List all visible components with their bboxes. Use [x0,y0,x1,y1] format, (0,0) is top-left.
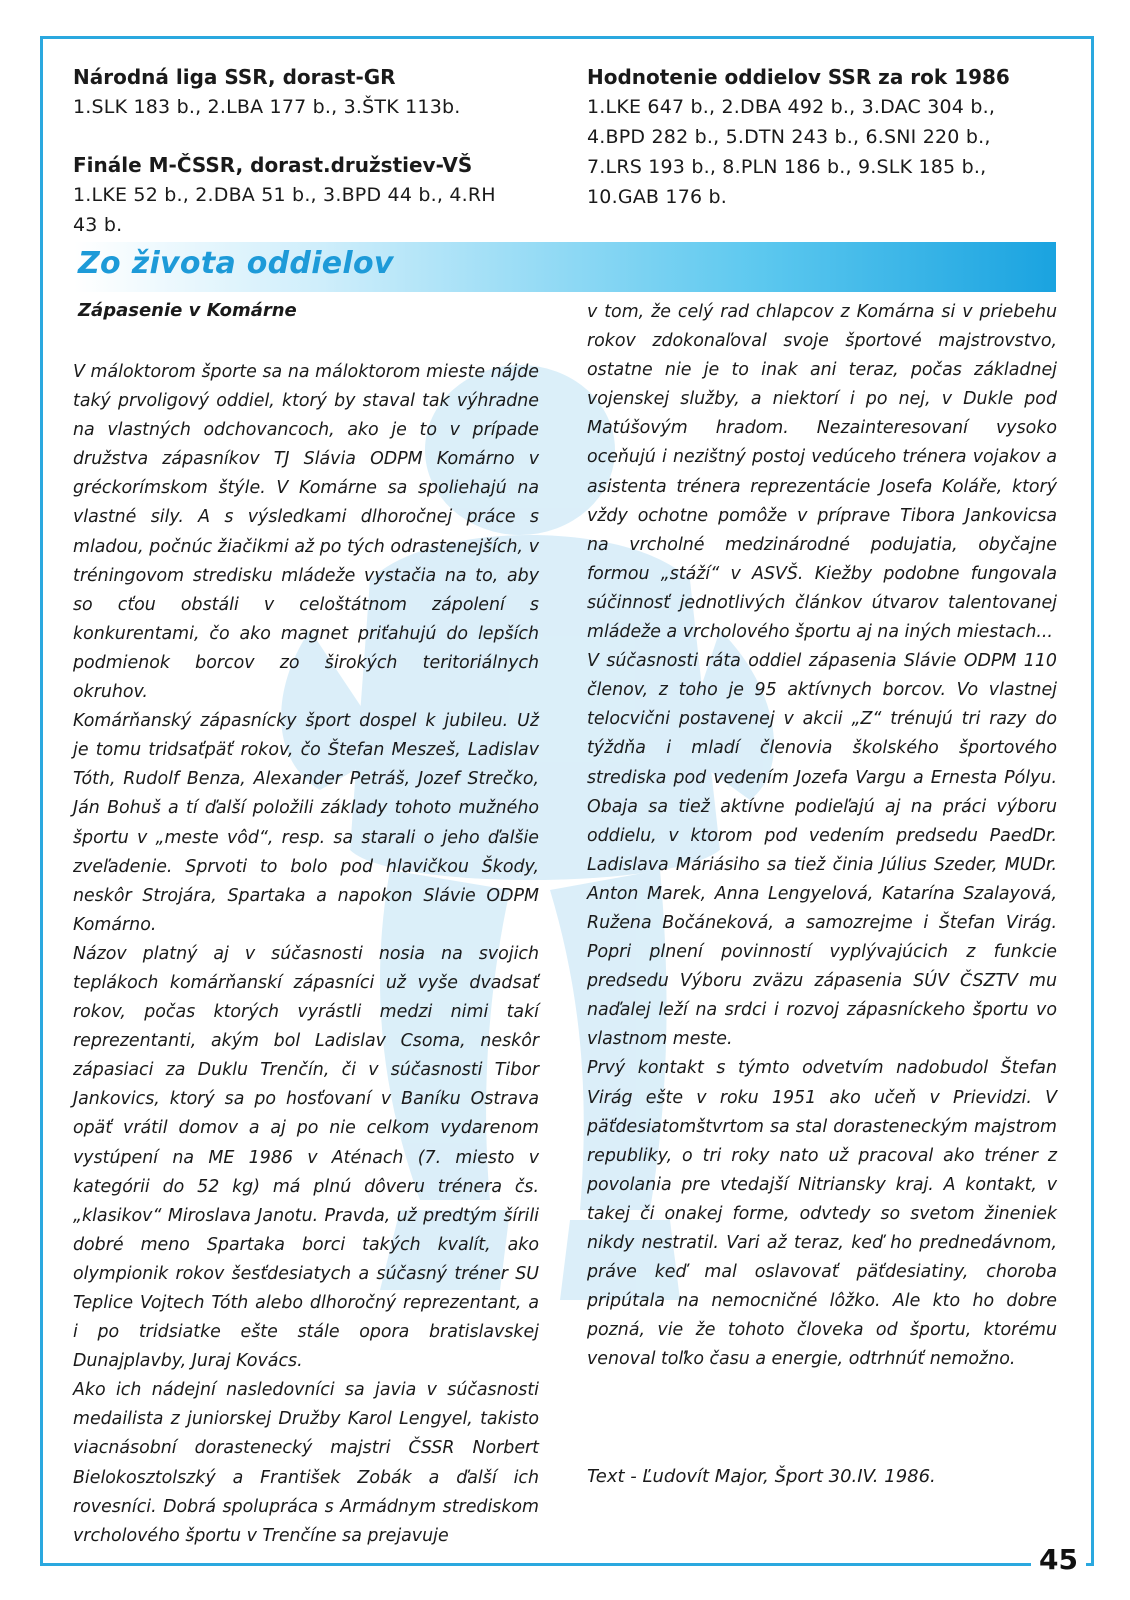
result-title: Národná liga SSR, dorast-GR [73,65,396,89]
article-column-left [73,358,539,1551]
paragraph: Prvý kontakt s týmto odvetvím nadobudol Štefan Virág ešte v roku 1951 ako učeň v Prievidzi. V päťdesiatomštvrtom sa stal dorasteneckým majstrom republiky, o tri roky nato už pracoval ako tréner z povolania pre vtedajší Nitriansky kraj. A kontakt, v takej či onakej forme, odvtedy so svetom žineniek nikdy nestratil. Vari až teraz, keď ho prednedávnom, práve keď mal oslavovať päťdesiatiny, choroba pripútala na nemocničné lôžko. Ale kto ho dobre pozná, vie že tohoto človeka od športu, ktorému venoval toľko času a energie, odtrhnúť nemožno. [587,1058,1057,1370]
article-subtitle: Zápasenie v Komárne [78,300,297,321]
paragraph: V máloktorom športe sa na máloktorom mieste nájde taký prvoligový oddiel, ktorý by staval tak výhradne na vlastných odchovancoch, ako je to v prípade družstva zápasníkov TJ Slávia ODPM Komárno v gréckorímskom štýle. V Komárne sa spoliehajú na vlastné sily. A s výsledkami dlhoročnej práce s mladou, počnúc žiačikmi až po tých odrastenejších, v tréningovom stredisku mládeže vystačia na to, aby so cťou obstáli v celoštátnom zápolení s konkurentami, čo ako magnet priťahujú do lepších podmienok borcov zo širokých teritoriálnych okruhov. [73,362,539,703]
result-title: Hodnotenie oddielov SSR za rok 1986 [587,65,1010,89]
paragraph: Názov platný aj v súčasnosti nosia na svojich teplákoch komárňanskí zápasníci už vyše dvadsať rokov, počas ktorých vyrástli medzi nimi takí reprezentanti, akým bol Ladislav Csoma, neskôr zápasiaci za Duklu Trenčín, či v súčasnosti Tibor Jankovics, ktorý sa po hosťovaní v Baníku Ostrava opäť vrátil domov a aj po nie celkom vydarenom vystúpení na ME 1986 v Aténach (7. miesto v kategórii do 52 kg) má plnú dôveru trénera čs. „klasikov“ Miroslava Janotu. Pravda, už predtým šírili dobré meno Spartaka borci takých kvalít, ako olympionik rokov šesťdesiatych a súčasný tréner SU Teplice Vojtech Tóth alebo dlhoročný reprezentant, a i po tridsiatke ešte stále opora bratislavskej Dunajplavby, Juraj Kovács. [73,943,539,1372]
result-line: 10.GAB 176 b. [587,186,728,208]
result-block-club-rating [587,62,1057,212]
result-line: 1.LKE 647 b., 2.DBA 492 b., 3.DAC 304 b., [587,96,996,118]
result-line: 7.LRS 193 b., 8.PLN 186 b., 9.SLK 185 b., [587,156,987,178]
result-line: 43 b. [73,214,123,236]
article-column-right [587,298,1057,1374]
paragraph: v tom, že celý rad chlapcov z Komárna si v priebehu rokov zdokonaľoval svoje športové majstrovstvo, ostatne nie je to inak ani teraz, počas základnej vojenskej služby, a niektorí i po nej, v Dukle pod Matúšovým hradom. Nezainteresovaní vysoko oceňujú i nezištný postoj vedúceho trénera vojakov a asistenta trénera reprezentácie Josefa Koláře, ktorý vždy ochotne pomôže v príprave Tibora Jankovicsa na vrcholné medzinárodné podujatia, obyčajne formou „stáží“ v ASVŠ. Kiežby podobne fungovala súčinnosť jednotlivých článkov útvarov talentovanej mládeže a vrcholového športu aj na iných miestach... [587,302,1057,643]
result-line: 1.LKE 52 b., 2.DBA 51 b., 3.BPD 44 b., 4.RH [73,184,496,206]
result-block-final [73,150,553,240]
result-block-national-league [73,62,553,122]
result-title: Finále M-ČSSR, dorast.družstiev-VŠ [73,153,473,177]
paragraph: Ako ich nádejní nasledovníci sa javia v súčasnosti medailista z juniorskej Družby Karol Lengyel, takisto viacnásobní dorastenecký majstri ČSSR Norbert Bielokosztolszký a František Zobák a ďalší ich rovesníci. Dobrá spolupráca s Armádnym strediskom vrcholového športu v Trenčíne sa prejavuje [73,1380,539,1546]
result-line: 1.SLK 183 b., 2.LBA 177 b., 3.ŠTK 113b. [73,96,461,118]
paragraph: Komárňanský zápasnícky šport dospel k jubileu. Už je tomu tridsaťpäť rokov, čo Štefan Meszeš, Ladislav Tóth, Rudolf Benza, Alexander Petráš, Jozef Strečko, Ján Bohuš a tí ďalší položili základy tohoto mužného športu v „meste vôd“, resp. sa starali o jeho ďalšie zveľadenie. Sprvoti to bolo pod hlavičkou Škody, neskôr Strojára, Spartaka a napokon Slávie ODPM Komárno. [73,711,539,935]
page-number: 45 [1031,1543,1086,1576]
section-title: Zo života oddielov [78,246,394,281]
section-banner [74,242,1056,292]
article-signature: Text - Ľudovít Major, Šport 30.IV. 1986. [587,1466,936,1487]
result-line: 4.BPD 282 b., 5.DTN 243 b., 6.SNI 220 b., [587,126,991,148]
paragraph: V súčasnosti ráta oddiel zápasenia Slávie ODPM 110 členov, z toho je 95 aktívnych borcov. Vo vlastnej telocvični postavenej v akcii „Z“ trénujú tri razy do týždňa i mladí členovia školského športového strediska pod vedením Jozefa Vargu a Ernesta Pólyu. Obaja sa tiež aktívne podieľajú aj na práci výboru oddielu, v ktorom pod vedením predsedu PaedDr. Ladislava Máriásiho sa tiež činia Július Szeder, MUDr. Anton Marek, Anna Lengyelová, Katarína Szalayová, Ružena Bočáneková, a samozrejme i Štefan Virág. Popri plnení povinností vyplývajúcich z funkcie predsedu Výboru zväzu zápasenia SÚV ČSZTV mu naďalej leží na srdci i rozvoj zápasníckeho športu vo vlastnom meste. [587,651,1057,1050]
